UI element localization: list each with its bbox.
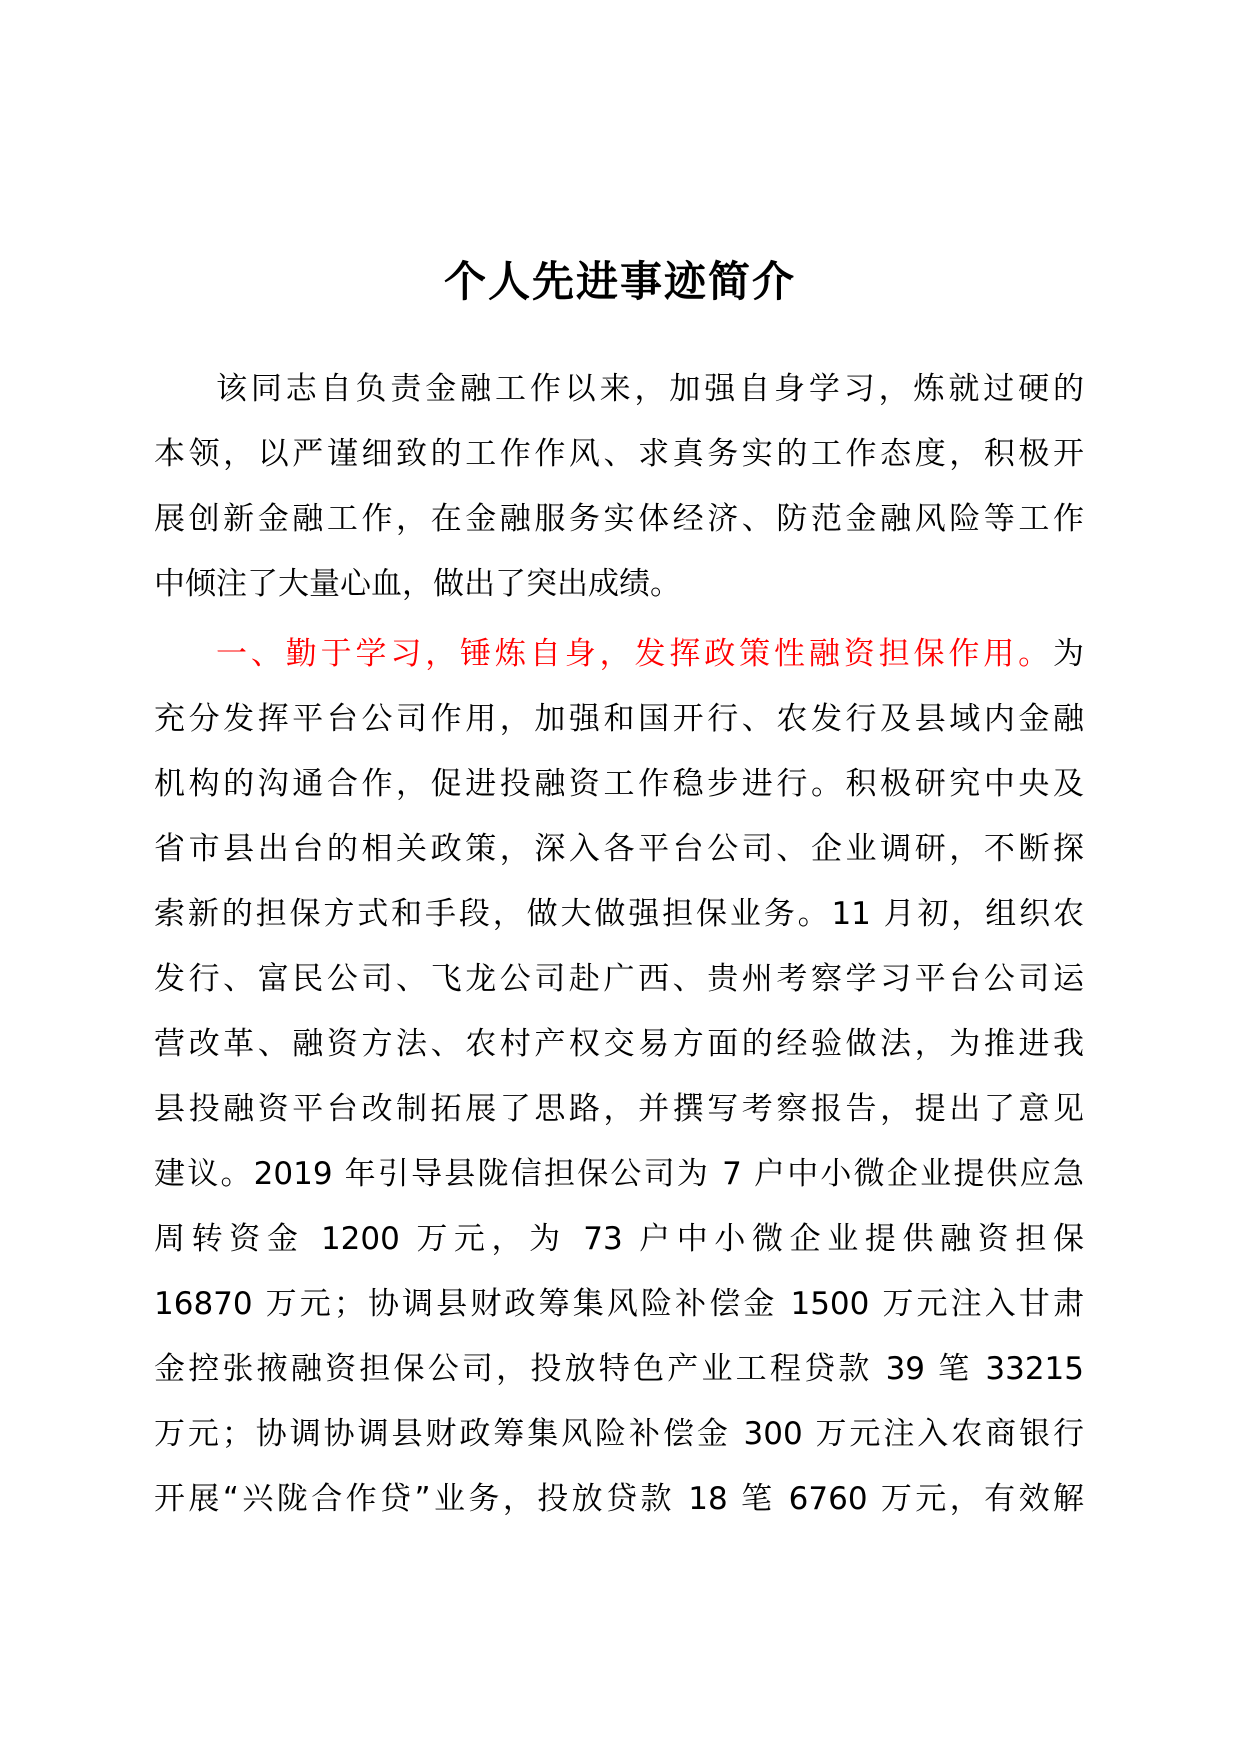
paragraph-2-line: 发行、富民公司、飞龙公司赴广西、贵州考察学习平台公司运 [154,961,1084,997]
paragraph-1-line: 该同志自负责金融工作以来，加强自身学习，炼就过硬的 [216,371,1084,407]
paragraph-2-first-line-rest: 为 [1053,636,1084,672]
paragraph-2-line: 机构的沟通合作，促进投融资工作稳步进行。积极研究中央及 [154,766,1084,802]
paragraph-2-line: 营改革、融资方法、农村产权交易方面的经验做法，为推进我 [154,1026,1084,1062]
paragraph-2-line: 索新的担保方式和手段，做大做强担保业务。11 月初，组织农 [154,896,1084,932]
document-title: 个人先进事迹简介 [443,257,796,306]
paragraph-2-line: 开展“兴陇合作贷”业务，投放贷款 18 笔 6760 万元，有效解 [154,1481,1084,1517]
paragraph-1-line: 中倾注了大量心血，做出了突出成绩。 [154,566,681,602]
paragraph-2-line: 建议。2019 年引导县陇信担保公司为 7 户中小微企业提供应急 [154,1156,1084,1192]
document-body [154,357,1084,1532]
paragraph-2-line: 县投融资平台改制拓展了思路，并撰写考察报告，提出了意见 [154,1091,1084,1127]
paragraph-2-line: 充分发挥平台公司作用，加强和国开行、农发行及县域内金融 [154,701,1084,737]
paragraph-2-line: 周转资金 1200 万元，为 73 户中小微企业提供融资担保 [154,1221,1084,1257]
paragraph-2-line: 万元；协调协调县财政筹集风险补偿金 300 万元注入农商银行 [154,1416,1084,1452]
section-heading-red: 一、勤于学习，锤炼自身，发挥政策性融资担保作用。 [216,636,1053,672]
paragraph-2-line: 省市县出台的相关政策，深入各平台公司、企业调研，不断探 [154,831,1084,867]
paragraph-2-first-line [154,622,1084,687]
paragraph-1-line: 本领，以严谨细致的工作作风、求真务实的工作态度，积极开 [154,436,1084,472]
paragraph-1-line: 展创新金融工作，在金融服务实体经济、防范金融风险等工作 [154,501,1084,537]
paragraph-2-line: 16870 万元；协调县财政筹集风险补偿金 1500 万元注入甘肃 [154,1286,1084,1322]
paragraph-2-line: 金控张掖融资担保公司，投放特色产业工程贷款 39 笔 33215 [154,1351,1084,1387]
